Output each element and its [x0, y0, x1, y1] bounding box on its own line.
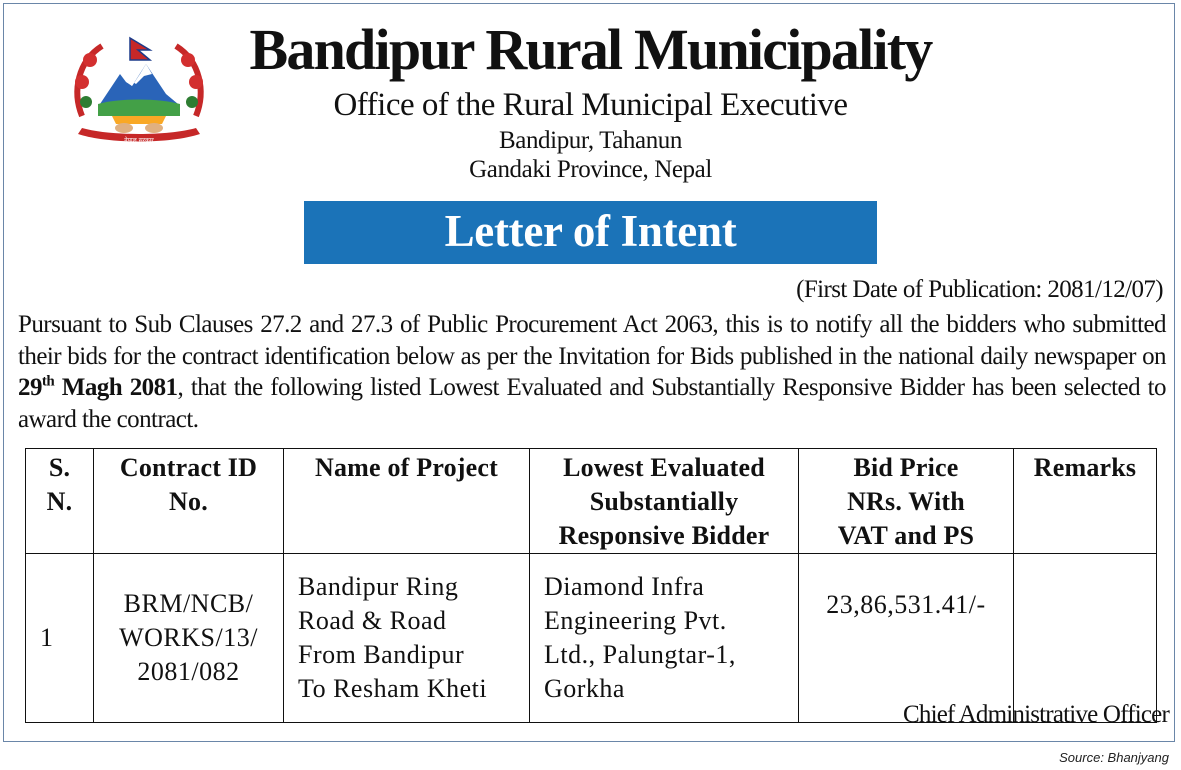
notice-paragraph — [18, 309, 1166, 435]
signatory: Chief Administrative Officer — [903, 701, 1169, 728]
award-table — [25, 448, 1157, 723]
header-remarks: Remarks — [1014, 449, 1157, 554]
cell-bid-price: 23,86,531.41/- — [799, 554, 1014, 723]
svg-text:नेपाल सरकार: नेपाल सरकार — [124, 137, 154, 144]
cell-sn: 1 — [26, 554, 94, 723]
source-credit: Source: Bhanjyang — [1059, 750, 1169, 765]
letter-of-intent-banner: Letter of Intent — [304, 201, 877, 264]
header-sn: S. N. — [26, 449, 94, 554]
cell-contract-id: BRM/NCB/ WORKS/13/ 2081/082 — [94, 554, 284, 723]
notice-text-b: , that the following listed Lowest Evaluated and Substantially Responsive Bidder has been selected to award the contract. — [18, 374, 1166, 433]
notice-date: 29th Magh 2081 — [18, 373, 178, 401]
cell-remarks — [1014, 554, 1157, 723]
office-name: Office of the Rural Municipal Executive — [333, 87, 848, 123]
header-contract-id: Contract ID No. — [94, 449, 284, 554]
header-bidder: Lowest Evaluated Substantially Responsive Bidder — [530, 449, 799, 554]
cell-project: Bandipur Ring Road & Road From Bandipur To Resham Kheti — [284, 554, 530, 723]
header-project: Name of Project — [284, 449, 530, 554]
header-bid-price: Bid Price NRs. With VAT and PS — [799, 449, 1014, 554]
address-line-2: Gandaki Province, Nepal — [469, 156, 712, 183]
address-line-1: Bandipur, Tahanun — [498, 127, 682, 154]
table-row — [26, 554, 1157, 723]
publication-date: (First Date of Publication: 2081/12/07) — [796, 276, 1163, 303]
notice-text-a: Pursuant to Sub Clauses 27.2 and 27.3 of Public Procurement Act 2063, this is to notify all the bidders who submitted their bids for the contract identification below as per the Invitation for Bids published in the national daily newspaper on — [18, 311, 1166, 370]
page-title: Bandipur Rural Municipality — [249, 17, 932, 82]
table-header-row — [26, 449, 1157, 554]
cell-bidder: Diamond Infra Engineering Pvt. Ltd., Palungtar-1, Gorkha — [530, 554, 799, 723]
